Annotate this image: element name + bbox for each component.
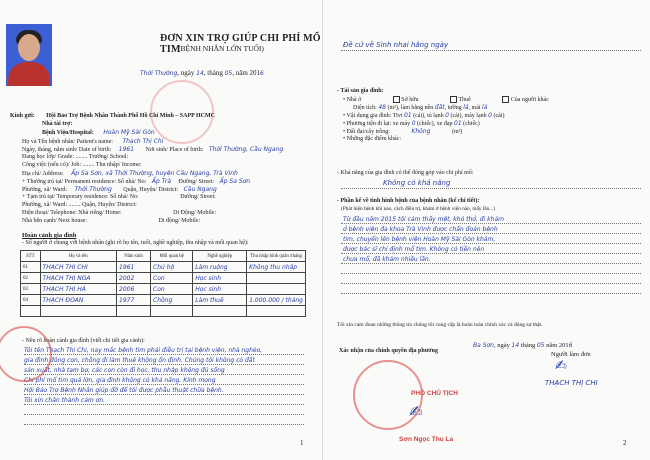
col-job: Nghề nghiệp xyxy=(193,251,247,262)
sign-date-place: Ba Sơn xyxy=(473,342,494,349)
col-birth-year: Năm sinh xyxy=(117,251,151,262)
rent-checkbox[interactable] xyxy=(450,96,457,103)
house-label: • Nhà ở xyxy=(343,96,362,103)
address-row xyxy=(22,170,238,178)
floor-value: đất xyxy=(434,104,445,111)
family-table-header xyxy=(21,251,306,262)
page-number-2: 2 xyxy=(623,439,627,447)
mobile2-label: Di động/ Mobile: xyxy=(158,218,201,224)
table-row: 04 THẠCH ĐOAN 1977 Chồng Làm thuê 1.000.000 / tháng xyxy=(21,295,306,306)
stamp-faint xyxy=(150,80,214,144)
name-value: Thạch Thị Chi xyxy=(122,138,164,145)
ward2-row: Phường, xã/ Ward: ........ Quận, Huyện/ District: xyxy=(22,202,137,208)
date-day: 14 xyxy=(196,70,204,77)
notes-line: Chi phí mổ tim quá lớn, gia đình không có khả năng. Kính mong xyxy=(24,377,216,384)
form-title: ĐƠN XIN TRỢ GIÚP CHI PHÍ MỔ TIM xyxy=(160,33,321,55)
hospital-label: Bệnh Viện/Hospital: xyxy=(42,130,94,136)
notes-line: gia đình đông con, chồng đi làm thuê không ổn định. Chúng tôi không có đất xyxy=(24,357,255,364)
table-row: 03 THẠCH THỊ HÀ 2006 Con Học sinh xyxy=(21,284,306,295)
date-place: Thới Thường xyxy=(140,70,178,77)
notes-label: - Nêu rõ hoàn cảnh gia đình (viết chi tiết gia cảnh): xyxy=(22,338,145,344)
org-name: Hội Bảo Trợ Bệnh Nhân Thành Phố Hồ Chí Minh – SAPP HCMC xyxy=(46,113,215,119)
col-name: Họ và tên xyxy=(40,251,117,262)
special-row: • Những đặc điểm khác: xyxy=(343,136,402,142)
tv-value: 01 xyxy=(404,112,412,119)
col-income: Thu nhập bình quân /tháng xyxy=(247,251,306,262)
district-value: Cầu Ngang xyxy=(183,186,217,193)
ward-value: Thới Thường xyxy=(74,186,112,193)
house-row: • Nhà ở Sở hữu Thuê Của người khác xyxy=(343,96,549,103)
family-heading: Hoàn cảnh gia đình xyxy=(22,232,77,239)
commitment: Tôi xin cam đoan những thông tin chúng tôi cung cấp là hoàn toàn chính xác và đúng sự thật. xyxy=(337,322,543,328)
job-row: Công việc (nếu có)/ Job: ........ Thu nhập/ Income: xyxy=(22,162,142,168)
history-line: Từ đầu năm 2015 tôi cảm thấy mệt, khó thở, đi khám xyxy=(343,216,504,223)
wall-value: lá xyxy=(463,104,469,111)
dob-value: 1961 xyxy=(118,146,135,153)
roof-value: lá xyxy=(482,104,488,111)
ac-value: 0 xyxy=(488,112,492,119)
transport-row: • Phương tiện đi lại: xe máy 0 (chiếc), xe đạp 01 (chiếc) xyxy=(343,120,480,127)
page-one xyxy=(0,0,322,460)
hospital-value: Hoàn Mỹ Sài Gòn xyxy=(103,129,155,136)
dob-row xyxy=(22,146,283,154)
furniture-row: • Vật dụng gia đình: Tivi 01 (cái), tủ lạnh 0 (cái), máy lạnh 0 (cái) xyxy=(343,112,505,119)
applicant-label: Người làm đơn xyxy=(551,351,591,358)
date-month: 05 xyxy=(224,70,233,77)
dob-label: Ngày, tháng, năm sinh/ Date of birth: xyxy=(22,147,112,153)
grade-row: Đang học lớp/ Grade: ........ Trường/ School: xyxy=(22,154,129,160)
street-value: Ấp Sa Sơn xyxy=(219,178,251,185)
fridge-value: 0 xyxy=(445,112,449,119)
table-row xyxy=(21,306,306,317)
family-desc: - Số người ở chung với bệnh nhân (ghi rõ họ tên, tuổi, nghề nghiệp, thu nhập và mối quan hệ): xyxy=(22,240,249,246)
ward-label: Phường, xã/ Ward: xyxy=(22,187,67,193)
next-house-label: Nhà bên cạnh/ Next house: xyxy=(22,218,87,224)
history-sub: (Phát hiện bệnh khi nào, cách điều trị, khám ở bệnh viện nào, mấy lần...) xyxy=(341,206,496,212)
bike-value: 01 xyxy=(454,120,462,127)
sponsor-label: Nhà tài trợ: xyxy=(42,121,73,127)
family-table xyxy=(20,250,306,317)
street-label: Đường/ Street: xyxy=(178,179,215,185)
name-label: Họ và Tên bệnh nhân/ Patient's name: xyxy=(22,139,113,145)
others-checkbox[interactable] xyxy=(502,96,509,103)
table-row: 02 THẠCH THỊ NGA 2002 Con Học sinh xyxy=(21,273,306,284)
stamp-title: PHÓ CHỦ TỊCH xyxy=(411,390,458,397)
assets-label: - Tài sản gia đình: xyxy=(337,88,384,94)
table-row: 01 THẠCH THỊ CHI 1961 Chủ hộ Làm ruộng Không thu nhập xyxy=(21,262,306,273)
name-row xyxy=(22,138,163,146)
phone-label: Điện thoại/ Telephone: Nhà riêng/ Home: xyxy=(22,210,122,216)
col-stt: STT xyxy=(21,251,41,262)
history-label: - Phần kể về tình hình bệnh của bệnh nhân (kể chi tiết): xyxy=(337,198,480,204)
page-number-1: 1 xyxy=(300,439,304,447)
history-line: tim, chuyển lên bệnh viện Hoàn Mỹ Sài Gòn khám, xyxy=(343,236,496,243)
mobile-label: Di Động/ Mobile: xyxy=(173,210,217,216)
district-label: Quận, Huyện/ District: xyxy=(123,187,179,193)
address-label: Địa chỉ/ Address: xyxy=(22,171,64,177)
notes-line: Tôi tên Thạch Thị Chi, nay mắc bệnh tim phải điều trị tại bệnh viện, nhà nghèo, xyxy=(24,347,263,354)
kinh-gui-label: Kính gửi: xyxy=(10,113,35,119)
applicant-name: THẠCH THỊ CHI xyxy=(545,379,598,387)
pob-value: Thới Thường, Cầu Ngang xyxy=(208,146,284,153)
history-line: được bác sĩ chỉ định mổ tim. Không có tiền nên xyxy=(343,246,485,253)
own-checkbox[interactable] xyxy=(393,96,400,103)
hospital-row xyxy=(42,129,155,137)
notes-line: sản xuất, nhà tạm bợ, các con còn đi học, thu nhập không đủ sống xyxy=(24,367,225,374)
street2-label: Đường/ Street: xyxy=(180,194,216,200)
land-value: Không xyxy=(411,128,431,135)
phone-row xyxy=(22,210,216,217)
sign-date-line: Ba Sơn, ngày 14 tháng 05 năm 2016 xyxy=(473,342,573,349)
page-two xyxy=(322,0,650,460)
support-label: - Khả năng của gia đình có thể đóng góp vào chi phí mổ: xyxy=(337,170,474,176)
support-value: Không có khả năng xyxy=(383,179,451,187)
ward-row xyxy=(22,186,217,194)
applicant-signature: ✍ xyxy=(555,358,567,374)
next-house-row xyxy=(22,218,200,225)
history-line: ở bệnh viện đa khoa Trà Vinh được chẩn đoán bệnh xyxy=(343,226,498,233)
history-line: chưa mổ, đã khám nhiều lần. xyxy=(343,256,431,263)
motorbike-value: 0 xyxy=(411,120,416,127)
land-row: • Đất đai/cây trồng: Không (m²) xyxy=(343,128,463,135)
col-relation: Mối quan hệ xyxy=(151,251,193,262)
form-subtitle: (BỆNH NHÂN LỚN TUỔI) xyxy=(178,44,264,53)
notes-line: Tôi xin chân thành cảm ơn. xyxy=(24,397,106,404)
permanent-row xyxy=(22,178,250,186)
stamp-name: Sơn Ngọc Thu La xyxy=(399,436,454,443)
temp-label: + Tạm trú tại/ Temporary residence: Số nhà/ No: xyxy=(22,194,139,200)
pob-label: Nơi sinh/ Place of birth: xyxy=(145,147,204,153)
date-year: 6 xyxy=(260,70,264,77)
area-value: 48 xyxy=(378,104,386,111)
permanent-no: Ấp Trà xyxy=(151,178,172,185)
area-row: Diện tích: 48 (m²), làm bằng nền đất, tường lá, mái lá xyxy=(353,104,488,111)
official-signature: ✍ xyxy=(409,402,423,421)
authority-label: Xác nhận của chính quyền địa phương xyxy=(339,348,438,354)
notes-line: Hội Bảo Trợ Bệnh Nhân giúp đỡ để tôi được phẫu thuật chữa bệnh. xyxy=(24,387,224,394)
top-note: Đề cử về Sinh nhai hằng ngày xyxy=(343,41,449,49)
date-line: Thới Thường, ngày 14, tháng 05, năm 2016 xyxy=(140,69,264,77)
patient-photo xyxy=(6,24,52,86)
temp-row xyxy=(22,194,216,201)
address-value: Ấp Sa Sơn, xã Thới Thường, huyện Cầu Ngang, Trà Vinh xyxy=(71,170,238,177)
permanent-label: + Thường trú tại/ Permanent residence: Số nhà/ No: xyxy=(22,179,147,185)
